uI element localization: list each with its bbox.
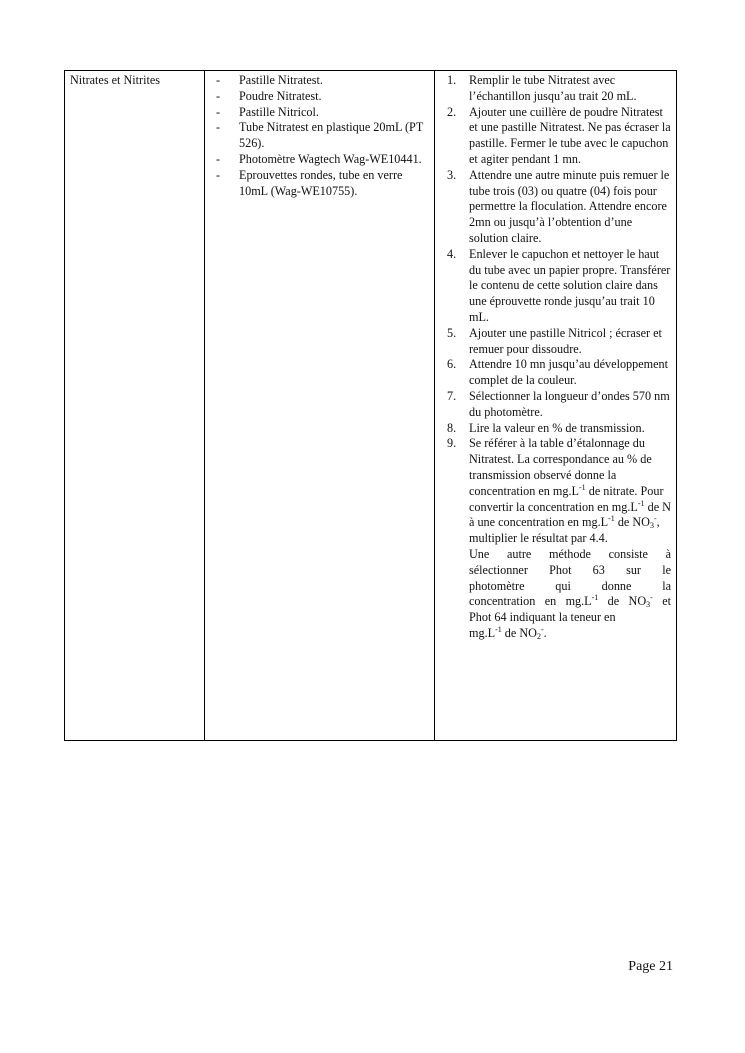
procedure-cell: [435, 71, 677, 741]
step-text: Sélectionner la longueur d’ondes 570 nm du photomètre.: [469, 388, 670, 419]
list-item: - Photomètre Wagtech Wag-WE10441.: [216, 151, 422, 166]
step-text: Enlever le capuchon et nettoyer le haut du tube avec un papier propre. Transférer le contenu de cette solution claire dans une éprouvette ronde jusqu’au trait 10 mL.: [469, 246, 671, 324]
step-number: 5.: [447, 325, 457, 340]
materials-list: [210, 73, 429, 199]
list-item: - Eprouvettes rondes, tube en verre 10mL (Wag-WE10755).: [216, 167, 403, 198]
step-text: Remplir le tube Nitratest avec l’échantillon jusqu’au trait 20 mL.: [469, 73, 637, 103]
step-text: Se référer à la table d’étalonnage du Nitratest. La correspondance au % de transmission observé donne la concentration en $mg.L^{-1}$ de nitrate. Pour convertir la concentration en $mg.L^{-1}$ de N à une concentration en $mg.L^{-1}$ de $NO_3^-$, multiplier le résultat par 4.4.: [469, 436, 671, 546]
dash-bullet: -: [216, 88, 221, 103]
alternative-method: Une autre méthode consiste à sélectionner Phot 63 sur le photomètre qui donne la concentration en $mg.L^{-1}$ de $NO_3^-$ et Phot 64 indiquant la teneur en $mg.L^{-1}$ de $NO_2^-$.: [469, 546, 671, 641]
dash-bullet: -: [216, 73, 221, 87]
dash-bullet: -: [216, 151, 221, 166]
parameter-cell: [65, 71, 205, 741]
step-number: 6.: [447, 357, 457, 372]
list-item: [440, 73, 671, 105]
list-item: - Poudre Nitratest.: [216, 88, 322, 103]
list-item: [440, 247, 671, 326]
list-item: - Pastille Nitratest.: [216, 73, 323, 87]
step-number: 1.: [447, 73, 457, 87]
step-text: Lire la valeur en % de transmission.: [469, 420, 645, 435]
table-row: [65, 71, 677, 741]
step-number: 3.: [447, 167, 457, 182]
step-text: Ajouter une pastille Nitricol ; écraser et remuer pour dissoudre.: [469, 325, 662, 356]
list-item: [440, 326, 671, 358]
list-item: [440, 436, 671, 641]
step-number: 2.: [447, 104, 457, 119]
list-item: [440, 357, 671, 389]
list-item: [440, 168, 671, 247]
step-number: 7.: [447, 388, 457, 403]
list-item: - Pastille Nitricol.: [216, 104, 319, 119]
parameter-name: Nitrates et Nitrites: [70, 73, 161, 87]
list-item: [440, 105, 671, 168]
step-text: Ajouter une cuillère de poudre Nitratest et une pastille Nitratest. Ne pas écraser la pastille. Fermer le tube avec le capuchon et agiter pendant 1 mn.: [469, 104, 671, 166]
list-item: [440, 389, 671, 421]
method-table: [64, 70, 677, 741]
list-item: [440, 421, 671, 437]
dash-bullet: -: [216, 167, 221, 182]
dash-bullet: -: [216, 120, 221, 135]
step-number: 4.: [447, 246, 457, 261]
materials-cell: [205, 71, 435, 741]
step-number: 8.: [447, 420, 457, 435]
step-text: Attendre 10 mn jusqu’au développement complet de la couleur.: [469, 357, 669, 388]
step-number: 9.: [447, 436, 457, 451]
dash-bullet: -: [216, 104, 221, 119]
list-item: - Tube Nitratest en plastique 20mL (PT 526).: [216, 120, 424, 151]
page-number: Page 21: [628, 959, 673, 974]
step-text: Attendre une autre minute puis remuer le tube trois (03) ou quatre (04) fois pour permettre la floculation. Attendre encore 2mn ou jusqu’à l’obtention d’une solution claire.: [469, 167, 670, 245]
procedure-steps: [440, 73, 671, 642]
